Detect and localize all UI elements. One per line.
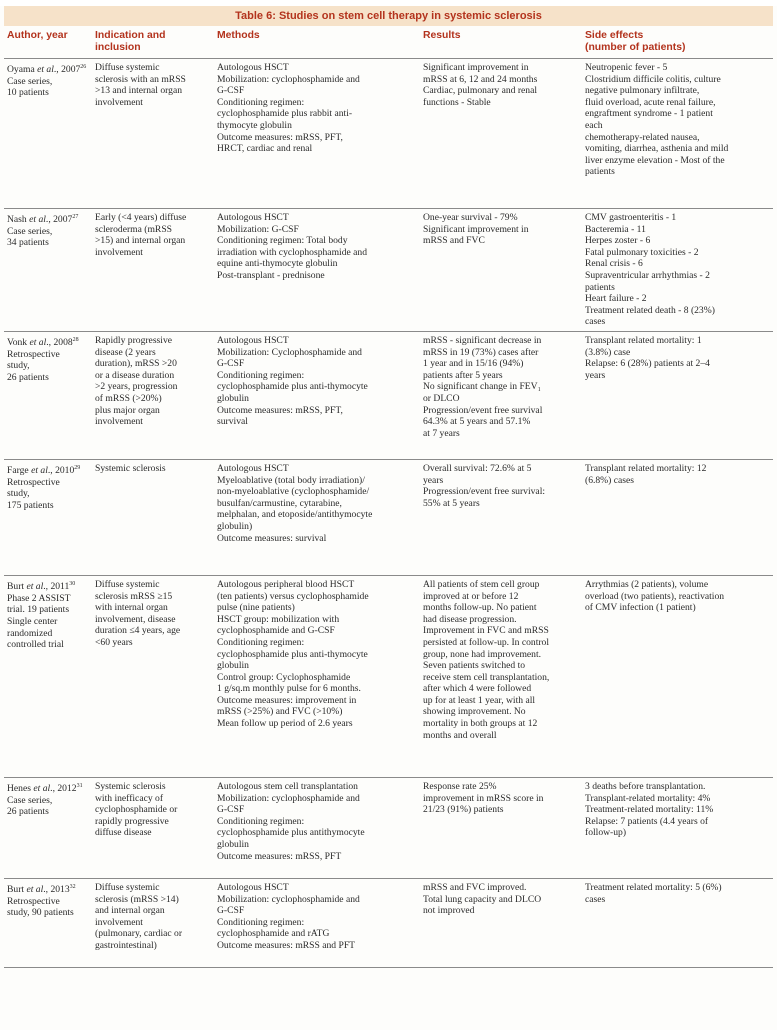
indication-cell: Rapidly progressive disease (2 years duration), mRSS >20 or a disease duration >2 years, progression of mRSS (>20%) plus major organ involvement [92,331,214,459]
header-results: Results [420,26,582,59]
author-citation: Burt et al., 2011$^{30}$ [7,580,76,593]
methods-cell: Autologous HSCT Mobilization: cyclophosphamide and G-CSF Conditioning regimen: cyclophosphamide and rATG Outcome measures: mRSS and PFT [214,878,420,967]
table-row [4,331,773,459]
results-cell: Overall survival: 72.6% at 5 years Progression/event free survival: 55% at 5 years [420,459,582,575]
indication-cell: Diffuse systemic sclerosis (mRSS >14) and internal organ involvement (pulmonary, cardiac or gastrointestinal) [92,878,214,967]
studies-table [4,26,773,968]
header-methods: Methods [214,26,420,59]
document-page [0,6,777,1030]
side-effects-cell: Arrythmias (2 patients), volume overload (two patients), reactivation of CMV infection (1 patient) [582,575,773,777]
indication-cell: Systemic sclerosis [92,459,214,575]
header-indication: Indication and inclusion [92,26,214,59]
results-cell: mRSS - significant decrease in mRSS in 19 (73%) cases after 1 year and in 15/16 (94%) patients after 5 years No significant change in FEV₁ or DLCO Progression/event free survival 64.3% at 5 years and 57.1% at 7 years [420,331,582,459]
results-cell: One-year survival - 79% Significant improvement in mRSS and FVC [420,209,582,332]
side-effects-cell: Neutropenic fever - 5 Clostridium difficile colitis, culture negative pulmonary infiltrate, fluid overload, acute renal failure, engraftment syndrome - 1 patient each chemotherapy-related nausea, vomiting, diarrhea, asthenia and mild liver enzyme elevation - Most of the patients [582,59,773,209]
methods-cell: Autologous HSCT Mobilization: G-CSF Conditioning regimen: Total body irradiation with cyclophosphamide and equine anti-thymocyte globulin Post-transplant - prednisone [214,209,420,332]
results-cell: mRSS and FVC improved. Total lung capacity and DLCO not improved [420,878,582,967]
author-citation: Burt et al., 2013$^{32}$ [7,883,76,896]
header-author: Author, year [4,26,92,59]
indication-cell: Systemic sclerosis with inefficacy of cyclophosphamide or rapidly progressive diffuse disease [92,777,214,878]
author-citation: Vonk et al., 2008$^{28}$ [7,336,79,349]
author-cell: Nash et al., 2007$^{27}$ Case series, 34 patients [4,209,92,332]
side-effects-cell: Transplant related mortality: 12 (6.8%) cases [582,459,773,575]
header-side-effects: Side effects (number of patients) [582,26,773,59]
author-citation: Henes et al., 2012$^{31}$ [7,782,83,795]
author-cell: Farge et al., 2010$^{29}$ Retrospective study, 175 patients [4,459,92,575]
methods-cell: Autologous peripheral blood HSCT (ten patients) versus cyclophosphamide pulse (nine patients) HSCT group: mobilization with cyclophosphamide and G-CSF Conditioning regimen: cyclophosphamide plus anti-thymocyte globulin Control group: Cyclophosphamide 1 g/sq.m monthly pulse for 6 months. Outcome measures: improvement in mRSS (>25%) and FVC (>10%) Mean follow up period of 2.6 years [214,575,420,777]
table-row [4,459,773,575]
results-cell: Significant improvement in mRSS at 6, 12 and 24 months Cardiac, pulmonary and renal functions - Stable [420,59,582,209]
table-row [4,878,773,967]
results-cell: Response rate 25% improvement in mRSS score in 21/23 (91%) patients [420,777,582,878]
table-header-row [4,26,773,59]
author-citation: Oyama et al., 2007$^{26}$ [7,64,87,76]
side-effects-cell: Transplant related mortality: 1 (3.8%) case Relapse: 6 (28%) patients at 2–4 years [582,331,773,459]
author-cell: Oyama et al., 2007$^{26}$ Case series, 10 patients [4,59,92,209]
indication-cell: Diffuse systemic sclerosis mRSS ≥15 with internal organ involvement, disease duration ≤4 years, age <60 years [92,575,214,777]
side-effects-cell: 3 deaths before transplantation. Transplant-related mortality: 4% Treatment-related mortality: 11% Relapse: 7 patients (4.4 years of follow-up) [582,777,773,878]
author-cell: Henes et al., 2012$^{31}$ Case series, 26 patients [4,777,92,878]
author-cell: Burt et al., 2013$^{32}$ Retrospective study, 90 patients [4,878,92,967]
table-row [4,777,773,878]
methods-cell: Autologous HSCT Myeloablative (total body irradiation)/ non-myeloablative (cyclophosphamide/ busulfan/carmustine, cytarabine, melphalan, and etoposide/antithymocyte globulin) Outcome measures: survival [214,459,420,575]
indication-cell: Diffuse systemic sclerosis with an mRSS >13 and internal organ involvement [92,59,214,209]
results-cell: All patients of stem cell group improved at or before 12 months follow-up. No patient had disease progression. Improvement in FVC and mRSS persisted at follow-up. In control group, none had improvement. Seven patients switched to receive stem cell transplantation, after which 4 were followed up for at least 1 year, with all showing improvement. No mortality in both groups at 12 months and overall [420,575,582,777]
side-effects-cell: Treatment related mortality: 5 (6%) cases [582,878,773,967]
author-cell: Burt et al., 2011$^{30}$ Phase 2 ASSIST trial. 19 patients Single center randomized controlled trial [4,575,92,777]
author-citation: Nash et al., 2007$^{27}$ [7,214,79,226]
table-row [4,575,773,777]
side-effects-cell: CMV gastroenteritis - 1 Bacteremia - 11 Herpes zoster - 6 Fatal pulmonary toxicities - 2 Renal crisis - 6 Supraventricular arrhythmias - 2 patients Heart failure - 2 Treatment related death - 8 (23%) cases [582,209,773,332]
methods-cell: Autologous HSCT Mobilization: cyclophosphamide and G-CSF Conditioning regimen: cyclophosphamide plus rabbit anti- thymocyte globulin Outcome measures: mRSS, PFT, HRCT, cardiac and renal [214,59,420,209]
methods-cell: Autologous stem cell transplantation Mobilization: cyclophosphamide and G-CSF Conditioning regimen: cyclophosphamide plus antithymocyte globulin Outcome measures: mRSS, PFT [214,777,420,878]
table-row [4,209,773,332]
methods-cell: Autologous HSCT Mobilization: Cyclophosphamide and G-CSF Conditioning regimen: cyclophosphamide plus anti-thymocyte globulin Outcome measures: mRSS, PFT, survival [214,331,420,459]
table-row [4,59,773,209]
table-title: Table 6: Studies on stem cell therapy in systemic sclerosis [4,6,773,26]
author-cell: Vonk et al., 2008$^{28}$ Retrospective study, 26 patients [4,331,92,459]
indication-cell: Early (<4 years) diffuse scleroderma (mRSS >15) and internal organ involvement [92,209,214,332]
author-citation: Farge et al., 2010$^{29}$ [7,464,81,477]
